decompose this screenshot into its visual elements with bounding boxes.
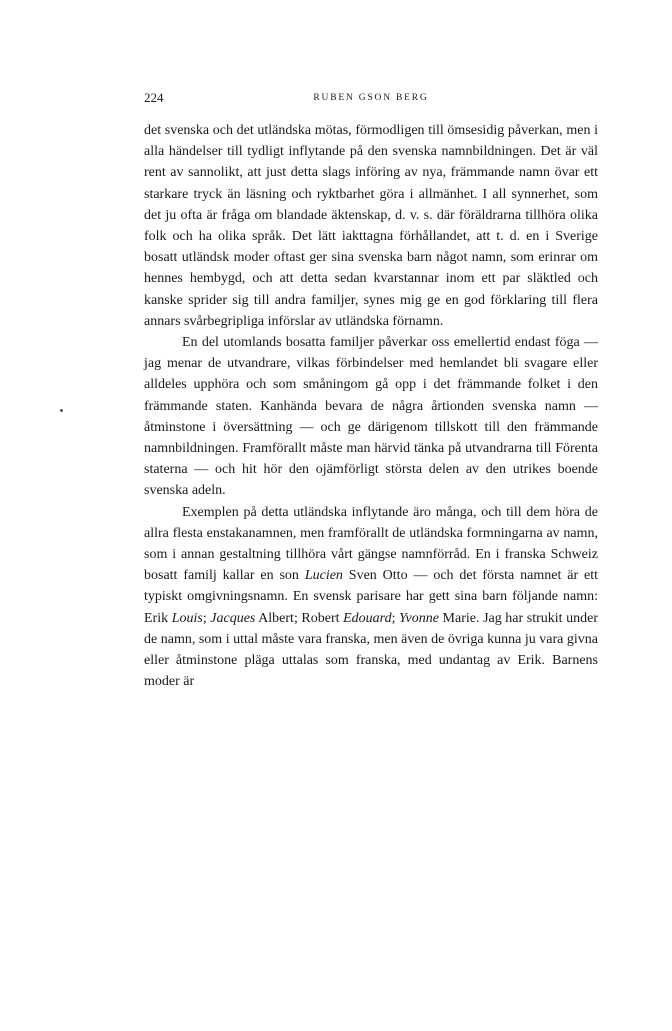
- text-run: Exemplen på detta utländska inflytande äro många, och till dem höra de allra flesta enstakanamnen, men framförallt de utländska formningarna av namn, som i annan gestaltning tillhöra vårt gängse namnförråd. En i franska Schweiz bosatt familj kallar en son: [144, 504, 598, 584]
- name-jacques: Jacques: [210, 610, 256, 626]
- running-head: [144, 90, 598, 106]
- name-edouard: Edouard: [343, 610, 392, 626]
- text-run: ;: [202, 610, 211, 626]
- name-yvonne: Yvonne: [399, 610, 439, 626]
- running-title: RUBEN GSON BERG: [313, 93, 429, 103]
- margin-mark: [60, 409, 63, 412]
- text-run: ;: [391, 610, 400, 626]
- text-run: det svenska och det utländska mötas, förmodligen till ömsesidig påverkan, men i alla händelser till tydligt inflytande på den svenska namnbildningen. Det är väl rent av sannolikt, att just detta slags införing av nya, främmande namn övar ett starkare tryck än läsning och ryktbarhet göra i allmänhet. I all synnerhet, som det ju ofta är fråga om blandade äktenskap, d. v. s. där föräldrarna tillhöra olika folk och ha olika språk. Det lätt iakttagna förhållandet, att t. d. en i Sverige bosatt utländsk moder oftast ger sina svenska barn något namn, som erinrar om hennes hembygd, och att detta sedan kvarstannar inom ett par släktled och kanske sprider sig till andra familjer, synes mig ge en god förklaring till flera annars svårbegripliga införslar av utländska förnamn.: [144, 123, 598, 329]
- paragraph-3: [144, 502, 598, 693]
- text-run: En del utomlands bosatta familjer påverkar oss emellertid endast föga — jag menar de utvandrare, vilkas förbindelser med hemlandet bli svagare eller alldeles upphöra och som småningom gå opp i det främmande folket i den främmande staten. Kanhända bevara de några årtionden svenska namn — åtminstone i översättning — och ge därigenom tillskott till den främmande namnbildningen. Framförallt måste man härvid tänka på utvandrarna till Förenta staterna — och hit hör den ojämförligt största delen av den utrikes boende svenska adeln.: [144, 335, 598, 499]
- text-run: Albert; Robert: [255, 610, 344, 626]
- text-run: Sven Otto — och det första namnet är ett typiskt omgivningsnamn. En svensk parisare har gett sina barn följande namn: Erik: [144, 568, 598, 626]
- paragraph-2: [144, 332, 598, 502]
- body-text: [144, 120, 598, 692]
- paragraph-1: [144, 120, 598, 332]
- text-run: Marie. Jag har strukit under de namn, som i uttal måste vara franska, men även de övriga kunna ju vara givna eller åtminstone pläga uttalas som franska, med undantag av Erik. Barnens moder är: [144, 610, 598, 690]
- name-lucien: Lucien: [304, 568, 343, 584]
- name-louis: Louis: [171, 610, 203, 626]
- page-number: 224: [144, 90, 164, 105]
